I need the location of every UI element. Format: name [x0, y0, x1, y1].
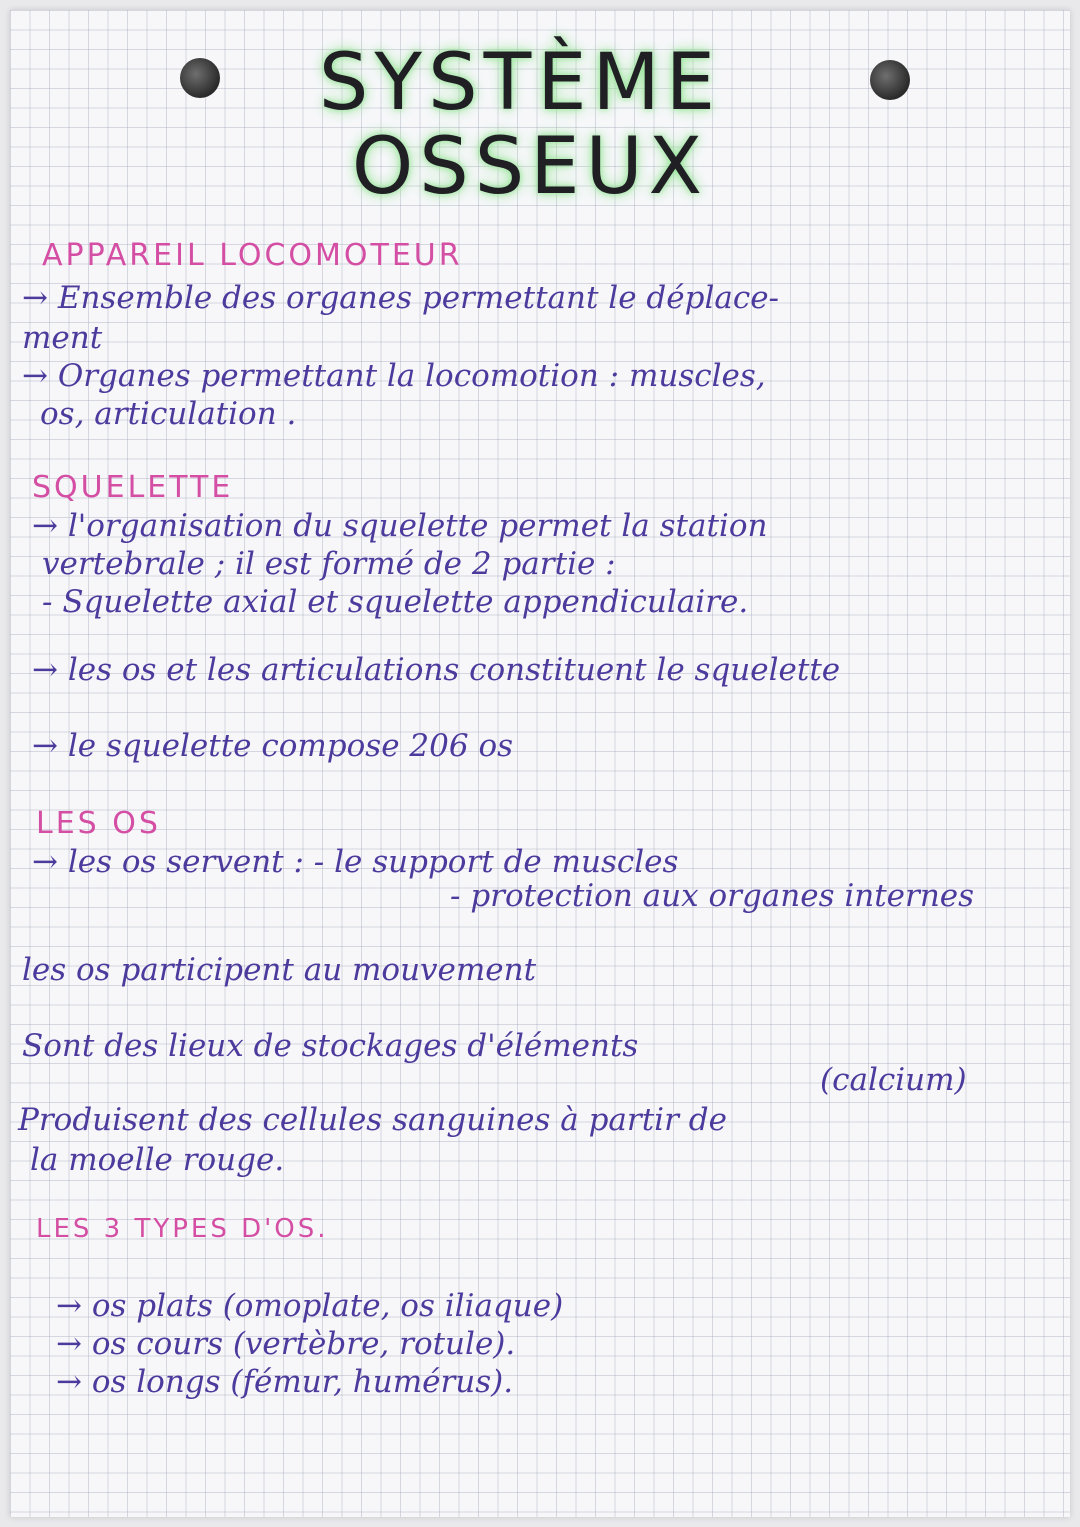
appareil-line-2: ment: [22, 320, 103, 356]
les-os-line-1: → les os servent : - le support de muscles: [32, 844, 679, 880]
les-os-line-2: - protection aux organes internes: [450, 878, 975, 914]
squelette-line-2: vertebrale ; il est formé de 2 partie :: [42, 546, 616, 582]
page-title-line2: OSSEUX: [351, 122, 709, 212]
appareil-line-1: → Ensemble des organes permettant le déplace-: [22, 280, 780, 316]
les-os-line-6: Produisent des cellules sanguines à partir de: [18, 1102, 727, 1138]
squelette-line-3: - Squelette axial et squelette appendiculaire.: [42, 584, 749, 620]
squelette-line-5: → le squelette compose 206 os: [32, 728, 514, 764]
les-os-line-5: (calcium): [820, 1062, 967, 1098]
squelette-line-4: → les os et les articulations constituent le squelette: [32, 652, 841, 688]
types-line-2: → os cours (vertèbre, rotule).: [56, 1326, 516, 1362]
les-os-line-7: la moelle rouge.: [30, 1142, 285, 1178]
notebook-page: [10, 10, 1070, 1517]
heading-squelette: SQUELETTE: [32, 470, 234, 505]
heading-types: LES 3 TYPES D'OS.: [36, 1214, 329, 1244]
heading-appareil: APPAREIL LOCOMOTEUR: [42, 238, 463, 273]
appareil-line-4: os, articulation .: [40, 396, 297, 432]
squelette-line-1: → l'organisation du squelette permet la station: [32, 508, 768, 544]
heading-les-os: LES OS: [36, 806, 161, 841]
les-os-line-4: Sont des lieux de stockages d'éléments: [22, 1028, 639, 1064]
appareil-line-3: → Organes permettant la locomotion : muscles,: [22, 358, 766, 394]
types-line-3: → os longs (fémur, humérus).: [56, 1364, 514, 1400]
page-title-line1: SYSTÈME: [318, 38, 722, 128]
les-os-line-3: les os participent au mouvement: [22, 952, 537, 988]
types-line-1: → os plats (omoplate, os iliaque): [56, 1288, 564, 1324]
